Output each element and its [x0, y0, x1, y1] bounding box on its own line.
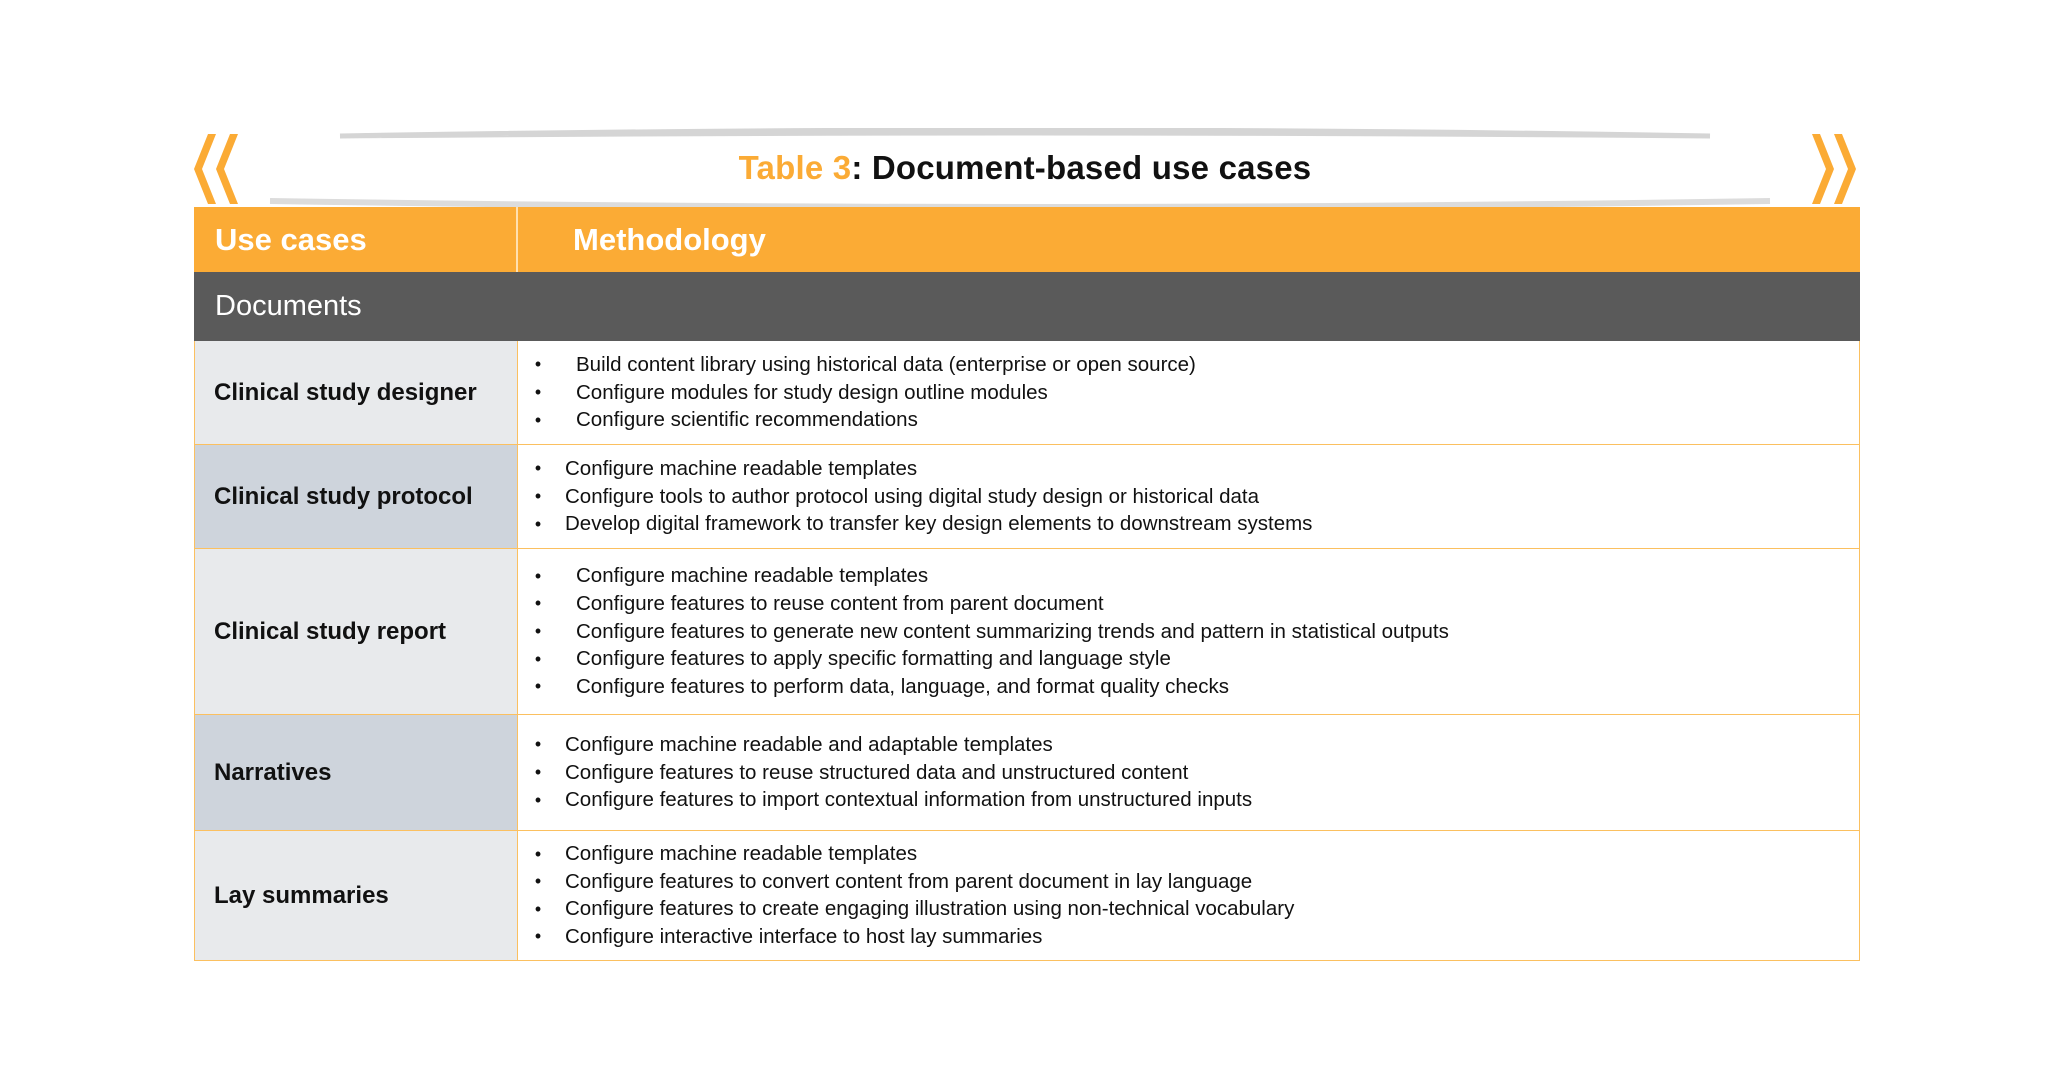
bullet-icon: •	[534, 676, 542, 697]
list-item-text: Configure machine readable and adaptable templates	[565, 732, 1053, 756]
list-item	[534, 351, 1859, 379]
list-item	[534, 379, 1859, 407]
bullet-icon: •	[534, 871, 542, 892]
list-item	[534, 455, 1859, 483]
list-item-text: Configure modules for study design outline modules	[576, 380, 1048, 404]
list-item	[534, 645, 1859, 673]
bullet-icon: •	[534, 593, 542, 614]
section-documents: Documents	[194, 272, 1860, 341]
title-banner	[190, 128, 1860, 208]
bullet-icon: •	[534, 513, 542, 534]
bullet-icon: •	[534, 409, 542, 430]
header-use-cases: Use cases	[194, 207, 518, 272]
list-item-text: Configure features to reuse content from parent document	[576, 591, 1104, 615]
table-title	[190, 128, 1860, 208]
bullet-icon: •	[534, 898, 542, 919]
bullet-icon: •	[534, 648, 542, 669]
table-number: Table 3	[738, 149, 852, 186]
list-item-text: Configure features to create engaging illustration using non-technical vocabulary	[565, 897, 1295, 921]
methodology-cell	[518, 549, 1859, 714]
list-item-text: Develop digital framework to transfer key design elements to downstream systems	[565, 512, 1313, 536]
bullet-icon: •	[534, 789, 542, 810]
list-item	[534, 868, 1859, 896]
bullet-icon: •	[534, 458, 542, 479]
methodology-cell	[518, 445, 1859, 548]
methodology-cell	[518, 715, 1859, 830]
bullet-icon: •	[534, 565, 542, 586]
table-row	[194, 341, 1860, 445]
bullet-icon: •	[534, 486, 542, 506]
list-item	[534, 786, 1859, 814]
methodology-cell	[518, 341, 1859, 444]
list-item-text: Configure features to convert content from parent document in lay language	[565, 869, 1253, 893]
list-item	[534, 896, 1859, 924]
bullet-icon: •	[534, 382, 542, 402]
table-row	[194, 445, 1860, 549]
list-item	[534, 673, 1859, 701]
list-item-text: Configure tools to author protocol using digital study design or historical data	[565, 484, 1259, 508]
list-item-text: Configure scientific recommendations	[576, 408, 918, 432]
list-item	[534, 731, 1859, 759]
list-item-text: Configure features to perform data, language, and format quality checks	[576, 674, 1229, 698]
bullet-icon: •	[534, 843, 542, 864]
list-item	[534, 563, 1859, 591]
list-item	[534, 840, 1859, 868]
list-item	[534, 618, 1859, 646]
use-case-cell: Clinical study protocol	[195, 445, 518, 548]
use-case-cell: Clinical study report	[195, 549, 518, 714]
list-item	[534, 483, 1859, 511]
header-methodology: Methodology	[573, 221, 766, 257]
use-case-cell: Lay summaries	[195, 831, 518, 960]
list-item-text: Configure interactive interface to host lay summaries	[565, 924, 1043, 948]
list-item-text: Build content library using historical data (enterprise or open source)	[576, 352, 1196, 376]
bullet-icon: •	[534, 926, 542, 947]
list-item	[534, 923, 1859, 951]
table-title-text: : Document-based use cases	[851, 149, 1312, 186]
list-item-text: Configure machine readable templates	[565, 842, 918, 866]
use-case-table	[194, 207, 1860, 961]
bullet-icon: •	[534, 354, 542, 375]
list-item	[534, 590, 1859, 618]
methodology-cell	[518, 831, 1859, 960]
list-item	[534, 406, 1859, 434]
bullet-icon: •	[534, 762, 542, 782]
list-item-text: Configure features to generate new content summarizing trends and pattern in statistical outputs	[576, 619, 1449, 643]
list-item	[534, 759, 1859, 787]
bullet-icon: •	[534, 621, 542, 641]
table-row	[194, 831, 1860, 961]
list-item-text: Configure features to reuse structured data and unstructured content	[565, 760, 1189, 784]
bullet-icon: •	[534, 734, 542, 755]
table-header-row	[194, 207, 1860, 272]
use-case-cell: Narratives	[195, 715, 518, 830]
list-item-text: Configure features to apply specific formatting and language style	[576, 647, 1171, 671]
table-row	[194, 715, 1860, 831]
list-item-text: Configure machine readable templates	[565, 456, 918, 480]
list-item-text: Configure features to import contextual information from unstructured inputs	[565, 788, 1253, 812]
list-item-text: Configure machine readable templates	[576, 564, 929, 588]
use-case-cell: Clinical study designer	[195, 341, 518, 444]
table-row	[194, 549, 1860, 715]
list-item	[534, 510, 1859, 538]
